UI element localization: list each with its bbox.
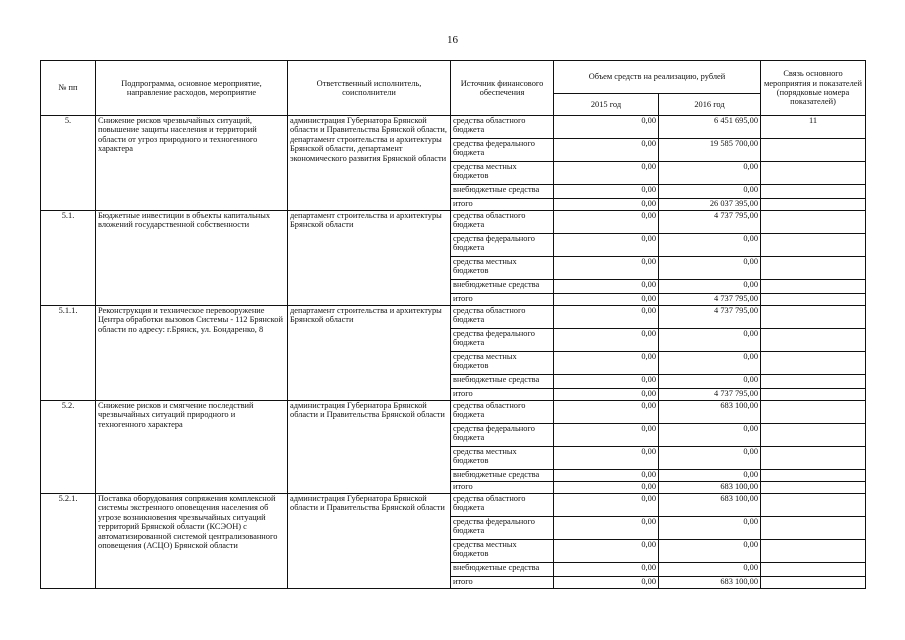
total-label: итого bbox=[451, 482, 554, 494]
item-name: Бюджетные инвестиции в объекты капитальных вложений государственной собственности bbox=[96, 211, 288, 306]
item-name: Снижение рисков чрезвычайных ситуаций, повышение защиты населения и территорий области от угроз природного и техногенного характера bbox=[96, 116, 288, 211]
funding-source: средства местных бюджетов bbox=[451, 162, 554, 185]
value-2015: 0,00 bbox=[554, 116, 659, 139]
indicator-link bbox=[761, 577, 866, 589]
indicator-link bbox=[761, 257, 866, 280]
funding-source: внебюджетные средства bbox=[451, 563, 554, 577]
table-row bbox=[41, 494, 866, 517]
value-2015: 0,00 bbox=[554, 401, 659, 424]
funding-source: средства областного бюджета bbox=[451, 116, 554, 139]
value-2015: 0,00 bbox=[554, 494, 659, 517]
item-number: 5.1.1. bbox=[41, 306, 96, 401]
funding-source: средства областного бюджета bbox=[451, 494, 554, 517]
page-number: 16 bbox=[447, 34, 458, 46]
item-name: Снижение рисков и смягчение последствий чрезвычайных ситуаций природного и техногенного характера bbox=[96, 401, 288, 494]
value-2016: 683 100,00 bbox=[659, 401, 761, 424]
value-2016: 0,00 bbox=[659, 162, 761, 185]
value-2016: 4 737 795,00 bbox=[659, 306, 761, 329]
header-executor: Ответственный исполнитель, соисполнители bbox=[288, 61, 451, 116]
value-2015: 0,00 bbox=[554, 470, 659, 482]
funding-source: средства федерального бюджета bbox=[451, 424, 554, 447]
funding-source: средства федерального бюджета bbox=[451, 329, 554, 352]
value-2015: 0,00 bbox=[554, 424, 659, 447]
value-2015: 0,00 bbox=[554, 352, 659, 375]
indicator-link bbox=[761, 540, 866, 563]
table-row bbox=[41, 116, 866, 139]
indicator-link bbox=[761, 389, 866, 401]
indicator-link bbox=[761, 162, 866, 185]
funding-source: средства местных бюджетов bbox=[451, 352, 554, 375]
value-2015: 0,00 bbox=[554, 306, 659, 329]
value-2016: 0,00 bbox=[659, 185, 761, 199]
funding-source: внебюджетные средства bbox=[451, 470, 554, 482]
table-row bbox=[41, 401, 866, 424]
value-2015: 0,00 bbox=[554, 234, 659, 257]
header-link: Связь основного мероприятия и показателей (порядковые номера показателей) bbox=[761, 61, 866, 116]
funding-source: внебюджетные средства bbox=[451, 280, 554, 294]
indicator-link bbox=[761, 139, 866, 162]
value-2016: 0,00 bbox=[659, 517, 761, 540]
table-row bbox=[41, 306, 866, 329]
budget-table bbox=[40, 60, 866, 589]
value-2015: 0,00 bbox=[554, 517, 659, 540]
value-2016: 0,00 bbox=[659, 329, 761, 352]
value-2016: 0,00 bbox=[659, 424, 761, 447]
indicator-link bbox=[761, 517, 866, 540]
value-2015: 0,00 bbox=[554, 199, 659, 211]
value-2016: 0,00 bbox=[659, 280, 761, 294]
indicator-link bbox=[761, 401, 866, 424]
header-year-2015: 2015 год bbox=[554, 94, 659, 116]
value-2016: 0,00 bbox=[659, 257, 761, 280]
item-executor: администрация Губернатора Брянской области и Правительства Брянской области bbox=[288, 401, 451, 494]
value-2016: 0,00 bbox=[659, 563, 761, 577]
header-volume: Объем средств на реализацию, рублей bbox=[554, 61, 761, 94]
funding-source: средства местных бюджетов bbox=[451, 540, 554, 563]
item-executor: департамент строительства и архитектуры Брянской области bbox=[288, 306, 451, 401]
value-2016: 683 100,00 bbox=[659, 482, 761, 494]
indicator-link bbox=[761, 306, 866, 329]
indicator-link bbox=[761, 470, 866, 482]
item-number: 5.1. bbox=[41, 211, 96, 306]
indicator-link bbox=[761, 199, 866, 211]
item-number: 5.2.1. bbox=[41, 494, 96, 589]
value-2016: 0,00 bbox=[659, 447, 761, 470]
funding-source: средства областного бюджета bbox=[451, 401, 554, 424]
item-name: Поставка оборудования сопряжения комплексной системы экстренного оповещения населения об угрозе возникновения чрезвычайных ситуаций территорий Брянской области (КСЭОН) с автоматизированной системой централизованного оповещения (АСЦО) Брянской области bbox=[96, 494, 288, 589]
value-2016: 0,00 bbox=[659, 234, 761, 257]
item-executor: администрация Губернатора Брянской области и Правительства Брянской области, департамент строительства и архитектуры Брянской области, департамент экономического развития Брянской области bbox=[288, 116, 451, 211]
header-source: Источник финансового обеспечения bbox=[451, 61, 554, 116]
value-2015: 0,00 bbox=[554, 185, 659, 199]
indicator-link: 11 bbox=[761, 116, 866, 139]
indicator-link bbox=[761, 424, 866, 447]
value-2016: 0,00 bbox=[659, 540, 761, 563]
funding-source: средства областного бюджета bbox=[451, 306, 554, 329]
value-2015: 0,00 bbox=[554, 447, 659, 470]
funding-source: средства местных бюджетов bbox=[451, 257, 554, 280]
value-2016: 683 100,00 bbox=[659, 577, 761, 589]
indicator-link bbox=[761, 234, 866, 257]
table-body bbox=[41, 116, 866, 589]
funding-source: внебюджетные средства bbox=[451, 375, 554, 389]
indicator-link bbox=[761, 211, 866, 234]
indicator-link bbox=[761, 482, 866, 494]
header-program: Подпрограмма, основное мероприятие, направление расходов, мероприятие bbox=[96, 61, 288, 116]
value-2016: 4 737 795,00 bbox=[659, 211, 761, 234]
item-executor: департамент строительства и архитектуры Брянской области bbox=[288, 211, 451, 306]
header-year-2016: 2016 год bbox=[659, 94, 761, 116]
total-label: итого bbox=[451, 294, 554, 306]
value-2015: 0,00 bbox=[554, 211, 659, 234]
value-2015: 0,00 bbox=[554, 577, 659, 589]
total-label: итого bbox=[451, 577, 554, 589]
value-2016: 0,00 bbox=[659, 470, 761, 482]
funding-source: средства федерального бюджета bbox=[451, 234, 554, 257]
indicator-link bbox=[761, 280, 866, 294]
funding-source: средства областного бюджета bbox=[451, 211, 554, 234]
header-num: № пп bbox=[41, 61, 96, 116]
indicator-link bbox=[761, 329, 866, 352]
funding-source: средства федерального бюджета bbox=[451, 139, 554, 162]
value-2015: 0,00 bbox=[554, 139, 659, 162]
indicator-link bbox=[761, 185, 866, 199]
value-2016: 6 451 695,00 bbox=[659, 116, 761, 139]
indicator-link bbox=[761, 494, 866, 517]
value-2015: 0,00 bbox=[554, 482, 659, 494]
value-2015: 0,00 bbox=[554, 375, 659, 389]
value-2015: 0,00 bbox=[554, 294, 659, 306]
total-label: итого bbox=[451, 389, 554, 401]
value-2016: 19 585 700,00 bbox=[659, 139, 761, 162]
value-2015: 0,00 bbox=[554, 329, 659, 352]
indicator-link bbox=[761, 294, 866, 306]
funding-source: средства местных бюджетов bbox=[451, 447, 554, 470]
table-row bbox=[41, 211, 866, 234]
value-2015: 0,00 bbox=[554, 540, 659, 563]
indicator-link bbox=[761, 447, 866, 470]
value-2016: 26 037 395,00 bbox=[659, 199, 761, 211]
item-number: 5.2. bbox=[41, 401, 96, 494]
value-2016: 4 737 795,00 bbox=[659, 294, 761, 306]
value-2015: 0,00 bbox=[554, 389, 659, 401]
indicator-link bbox=[761, 352, 866, 375]
total-label: итого bbox=[451, 199, 554, 211]
value-2015: 0,00 bbox=[554, 563, 659, 577]
value-2015: 0,00 bbox=[554, 257, 659, 280]
value-2016: 4 737 795,00 bbox=[659, 389, 761, 401]
indicator-link bbox=[761, 563, 866, 577]
value-2016: 0,00 bbox=[659, 375, 761, 389]
funding-source: внебюджетные средства bbox=[451, 185, 554, 199]
value-2015: 0,00 bbox=[554, 162, 659, 185]
value-2016: 683 100,00 bbox=[659, 494, 761, 517]
value-2015: 0,00 bbox=[554, 280, 659, 294]
indicator-link bbox=[761, 375, 866, 389]
item-number: 5. bbox=[41, 116, 96, 211]
value-2016: 0,00 bbox=[659, 352, 761, 375]
item-executor: администрация Губернатора Брянской области и Правительства Брянской области bbox=[288, 494, 451, 589]
funding-source: средства федерального бюджета bbox=[451, 517, 554, 540]
table-header bbox=[41, 61, 866, 116]
item-name: Реконструкция и техническое перевооружение Центра обработки вызовов Системы - 112 Брянской области по адресу: г.Брянск, ул. Бондаренко, 8 bbox=[96, 306, 288, 401]
